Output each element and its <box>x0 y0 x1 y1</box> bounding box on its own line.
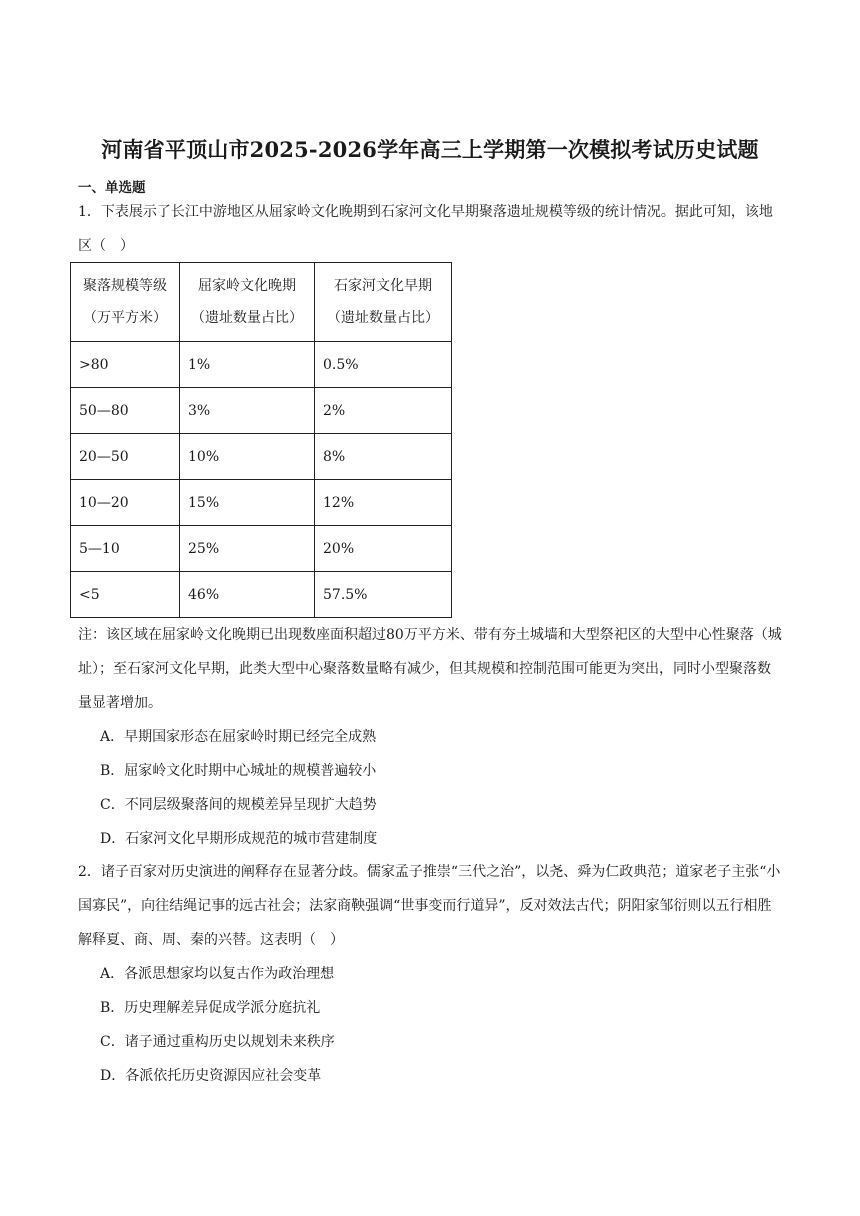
table-header-cell: 聚落规模等级 （万平方米） <box>71 263 180 342</box>
table-cell: 8% <box>315 434 452 480</box>
question-1-option-d: D．石家河文化早期形成规范的城市营建制度 <box>100 831 378 847</box>
question-2-stem: 2．诸子百家对历史演进的阐释存在显著分歧。儒家孟子推崇“三代之治”，以尧、舜为仁政典范；道家老子主张“小国寡民”，向往结绳记事的远古社会；法家商鞅强调“世事变而行道异”，反对效法古代；阴阳家邹衍则以五行相胜解释夏、商、周、秦的兴替。这表明（ ） <box>78 864 781 948</box>
table-row <box>71 342 452 388</box>
question-1-option-a: A．早期国家形态在屈家岭时期已经完全成熟 <box>100 729 377 745</box>
table-row <box>71 572 452 618</box>
table-header-cell: 屈家岭文化晚期 （遗址数量占比） <box>180 263 315 342</box>
table-cell: 20% <box>315 526 452 572</box>
table-cell: <5 <box>71 572 180 618</box>
settlement-table <box>70 262 452 618</box>
table-cell: 2% <box>315 388 452 434</box>
table-cell: 0.5% <box>315 342 452 388</box>
table-cell: 3% <box>180 388 315 434</box>
question-1-stem: 1．下表展示了长江中游地区从屈家岭文化晚期到石家河文化早期聚落遗址规模等级的统计情况。据此可知，该地区（ ） <box>78 204 773 254</box>
question-1-note: 注：该区域在屈家岭文化晚期已出现数座面积超过80万平方米、带有夯土城墙和大型祭祀区的大型中心性聚落（城址）；至石家河文化早期，此类大型中心聚落数量略有减少，但其规模和控制范围可能更为突出，同时小型聚落数量显著增加。 <box>78 627 782 711</box>
table-row <box>71 434 452 480</box>
table-cell: 15% <box>180 480 315 526</box>
question-2-option-d: D．各派依托历史资源因应社会变革 <box>100 1068 322 1084</box>
question-2-option-c: C．诸子通过重构历史以规划未来秩序 <box>100 1034 335 1050</box>
table-header-row <box>71 263 452 342</box>
question-1-option-c: C．不同层级聚落间的规模差异呈现扩大趋势 <box>100 797 377 813</box>
table-cell: 1% <box>180 342 315 388</box>
table-cell: 50—80 <box>71 388 180 434</box>
table-cell: 10% <box>180 434 315 480</box>
table-cell: 20—50 <box>71 434 180 480</box>
table-row <box>71 388 452 434</box>
table-cell: 57.5% <box>315 572 452 618</box>
table-cell: 12% <box>315 480 452 526</box>
table-cell: 25% <box>180 526 315 572</box>
table-cell: 10—20 <box>71 480 180 526</box>
question-1-option-b: B．屈家岭文化时期中心城址的规模普遍较小 <box>100 763 377 779</box>
table-row <box>71 526 452 572</box>
question-2-option-b: B．历史理解差异促成学派分庭抗礼 <box>100 1000 321 1016</box>
question-2-option-a: A．各派思想家均以复古作为政治理想 <box>100 966 335 982</box>
table-cell: >80 <box>71 342 180 388</box>
table-cell: 46% <box>180 572 315 618</box>
table-header-cell: 石家河文化早期 （遗址数量占比） <box>315 263 452 342</box>
section-heading: 一、单选题 <box>78 180 146 196</box>
table-row <box>71 480 452 526</box>
table-cell: 5—10 <box>71 526 180 572</box>
exam-title: 河南省平顶山市2025-2026学年高三上学期第一次模拟考试历史试题 <box>101 137 759 162</box>
